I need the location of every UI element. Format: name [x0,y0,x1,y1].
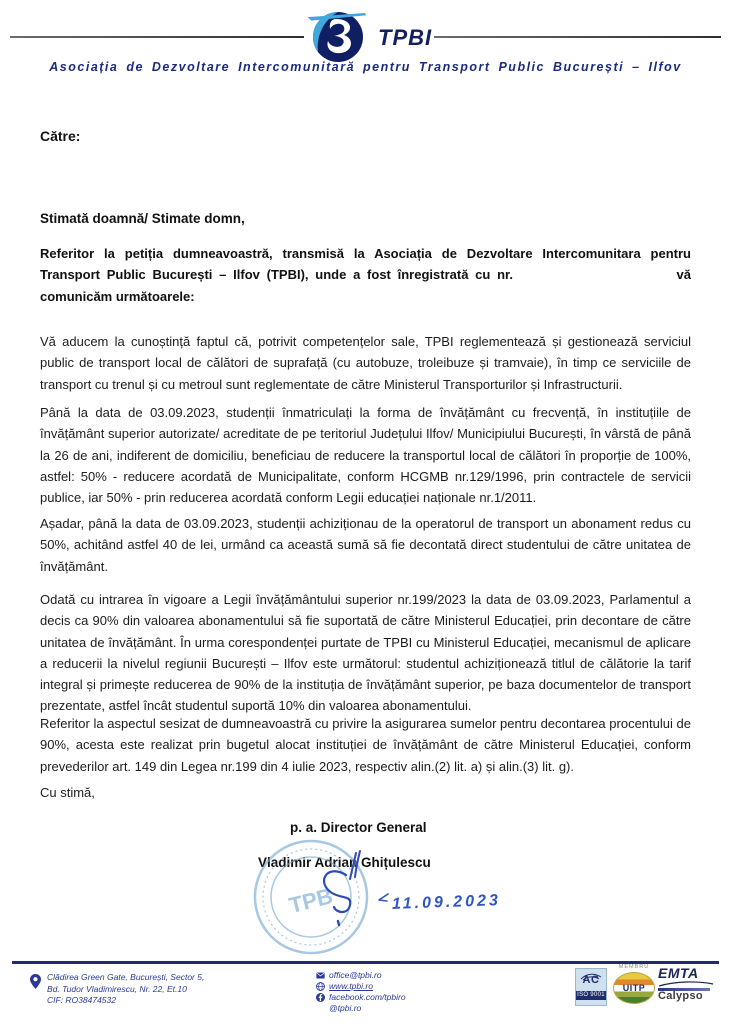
footer-address-block [30,972,204,1007]
email-icon [316,971,325,980]
facebook-icon [316,993,325,1002]
pen-tick-icon [376,891,392,907]
intro-paragraph [40,243,691,307]
iso-ac-label: AC [582,974,600,986]
logo-wordmark: TPBI [378,25,433,50]
body-paragraph-3: Așadar, până la data de 03.09.2023, studenții achiziționau de la operatorul de transport un abonament redus cu 50%, achitând astfel 40 de lei, urmând ca această sumă să fie decontată direct studentului de către unitatea de învățământ. [40,516,691,574]
iso-bird-icon [579,971,603,981]
footer-contact-block [316,970,406,1014]
registration-number-blank [520,278,670,279]
contact-handle: @tpbi.ro [329,1003,362,1013]
emta-label: EMTA [658,965,699,981]
body-paragraph-4: Odată cu intrarea în vigoare a Legii învățământului superior nr.199/2023 la data de 03.09.2023, Parlamentul a decis ca 90% din valoarea abonamentului să fie suportată de către Ministerul Educației, prin decontare de către unitatea de învățământ. În urma corespondenței purtate de TPBI cu Ministerul Educației, mecanismul de aplicare a reducerii la nivelul regiunii București – Ilfov este următorul: studentul achiziționează titlul de călătorie la tarif integral și primește reducerea de 90% de la instituția de învățământ superior, pe baza documentelor de transport prezentate, astfel încât studentul suportă 10% din valoarea abonamentului. [40,592,691,714]
globe-icon [316,982,325,991]
intro-text-after-number: vă comunicăm următoarele: [40,267,691,304]
handwritten-date: 11.09.2023 [391,892,502,913]
contact-website: www.tpbi.ro [329,981,373,991]
contact-handle-row [316,1003,406,1014]
signature-name: Vladimir Adrian Ghițulescu [258,855,431,870]
handwritten-signature-icon [298,845,418,930]
body-paragraph-1: Vă aducem la cunoștință faptul că, potrivit competențelor sale, TPBI reglementează și gestionează serviciul public de transport local de călători de suprafață (cu autobuze, troleibuze și tramvaie), în timp ce serviciile de transport cu trenul și cu metroul sunt reglementate de către Ministerul Transporturilor și Infrastructurii. [40,334,691,392]
contact-website-row [316,981,406,992]
iso-9001-label: ISO 9001 [577,992,605,998]
address-line-2: Bd. Tudor Vladimirescu, Nr. 22, Et.10 [47,983,187,994]
header-rule-right [434,36,721,38]
address-line-3: CIF: RO38474532 [47,995,116,1005]
address-line-1: Clădirea Green Gate, București, Sector 5, [47,972,205,982]
uitp-membru-label: MEMBRU [618,964,650,970]
iso-9001-certification-logo [575,968,607,1006]
tpbi-logo-icon [306,7,372,63]
closing-phrase: Cu stimă, [40,785,95,800]
salutation: Stimată doamnă/ Stimate domn, [40,211,245,226]
location-pin-icon [30,974,41,989]
contact-email-row [316,970,406,981]
signature-title: p. a. Director General [290,820,427,835]
uitp-member-logo [612,964,656,1004]
uitp-label: UITP [622,983,646,993]
emta-logo [658,965,718,991]
header-rule-left [10,36,304,38]
calypso-logo: Calypso [658,990,703,1002]
recipient-label: Către: [40,128,81,144]
intro-text-before-number: Referitor la petiția dumneavoastră, transmisă la Asociația de Dezvoltare Intercomunitara pentru Transport Public București – Ilfov (TPBI), unde a fost înregistrată cu nr. [40,246,691,283]
organization-name: Asociația de Dezvoltare Intercomunitară pentru Transport Public București – Ilfov [49,60,682,74]
svg-text:TPB: TPB [286,883,336,919]
contact-facebook: facebook.com/tpbiro [329,992,406,1002]
emta-swoosh-icon [658,981,714,987]
uitp-oval-icon [613,972,655,1004]
contact-email: office@tpbi.ro [329,970,382,980]
body-paragraph-5: Referitor la aspectul sesizat de dumneavoastră cu privire la asigurarea sumelor pentru decontarea procentului de 90%, acesta este realizat prin bugetul alocat instituției de învățământ de către Ministerul Educației, conform prevederilor art. 149 din Legea nr.199 din 4 iulie 2023, respectiv alin.(2) lit. a) și alin.(3) lit. g). [40,716,691,774]
body-paragraph-2: Până la data de 03.09.2023, studenții înmatriculați la forma de învățământ cu frecvență, în instituțiile de învățământ superior autorizate/ acreditate de pe teritoriul Județului Ilfov/ Municipiului București, în vârstă de până la 26 de ani, indiferent de domiciliu, beneficiau de reducere la transportul local de călători în proporție de 100%, astfel: 50% - reducere acordată de Municipalitate, conform HCGMB nr.129/1996, prin contractele de servicii publice, iar 50% - prin reducerea acordată conform Legii educației naționale nr.1/2011. [40,405,691,506]
contact-facebook-row [316,992,406,1003]
